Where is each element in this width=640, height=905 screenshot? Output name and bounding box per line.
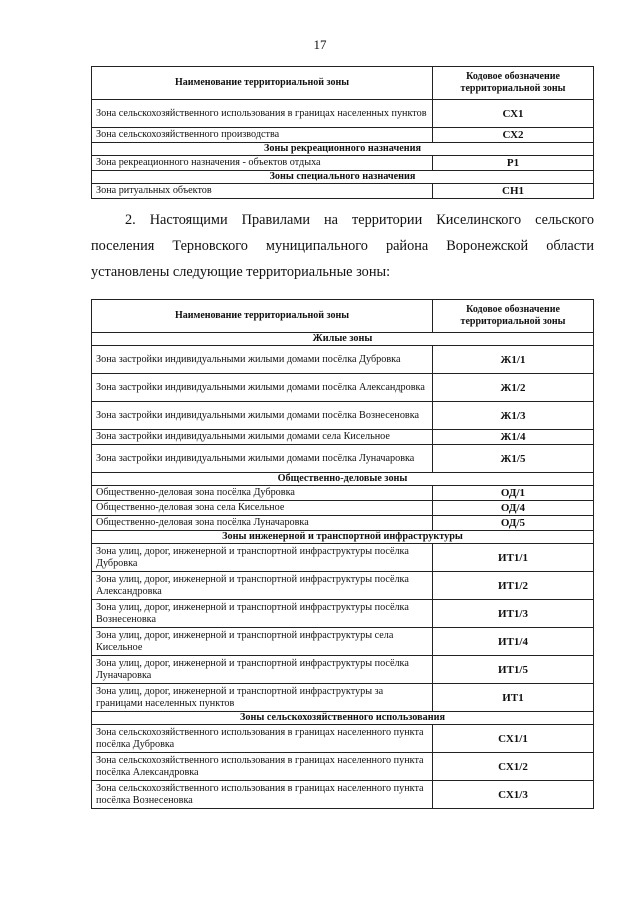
table-row [92,346,594,374]
zones-table-2 [91,299,594,809]
header-zone-code: Кодовое обозначение территориальной зоны [433,300,594,333]
zone-code-cell: Ж1/2 [433,374,594,402]
section-title: Зоны сельскохозяйственного использования [92,712,594,725]
zone-name-cell: Общественно-деловая зона села Кисельное [92,501,433,516]
table-row [92,184,594,199]
section-title: Зоны инженерной и транспортной инфраструктуры [92,531,594,544]
table-row [92,781,594,809]
zone-name-cell: Зона застройки индивидуальными жилыми домами посёлка Вознесеновка [92,402,433,430]
zone-name-cell: Зона застройки индивидуальными жилыми домами села Кисельное [92,430,433,445]
table-body [92,100,594,199]
table-row [92,656,594,684]
table-row [92,501,594,516]
header-zone-name: Наименование территориальной зоны [92,67,433,100]
zone-code-cell: Р1 [433,156,594,171]
section-title: Зоны рекреационного назначения [92,143,594,156]
paragraph [91,207,594,285]
zone-code-cell: СХ2 [433,128,594,143]
section-title: Общественно-деловые зоны [92,473,594,486]
table-row [92,725,594,753]
zone-code-cell: Ж1/5 [433,445,594,473]
section-title: Жилые зоны [92,333,594,346]
zone-name-cell: Зона застройки индивидуальными жилыми домами посёлка Луначаровка [92,445,433,473]
zone-name-cell: Зона застройки индивидуальными жилыми домами посёлка Александровка [92,374,433,402]
zone-name-cell: Зона улиц, дорог, инженерной и транспортной инфраструктуры за границами населенных пунктов [92,684,433,712]
zone-name-cell: Зона ритуальных объектов [92,184,433,199]
zone-name-cell: Зона улиц, дорог, инженерной и транспортной инфраструктуры посёлка Вознесеновка [92,600,433,628]
zone-name-cell: Зона сельскохозяйственного использования в границах населенного пункта посёлка Александровка [92,753,433,781]
zone-code-cell: ИТ1/3 [433,600,594,628]
zone-code-cell: ИТ1/5 [433,656,594,684]
section-row [92,712,594,725]
section-row [92,531,594,544]
table-row [92,684,594,712]
table-row [92,445,594,473]
table-row [92,572,594,600]
table-row [92,628,594,656]
zone-name-cell: Зона улиц, дорог, инженерной и транспортной инфраструктуры села Кисельное [92,628,433,656]
section-title: Зоны специального назначения [92,171,594,184]
table-row [92,753,594,781]
zone-code-cell: ОД/5 [433,516,594,531]
page-number: 17 [313,37,327,52]
zones-table-1 [91,66,594,199]
paragraph-line: установлены следующие территориальные зоны: [91,264,391,280]
zone-name-cell: Зона улиц, дорог, инженерной и транспортной инфраструктуры посёлка Луначаровка [92,656,433,684]
table-header-row [92,300,594,333]
zone-name-cell: Общественно-деловая зона посёлка Луначаровка [92,516,433,531]
header-zone-code: Кодовое обозначение территориальной зоны [433,67,594,100]
table-header-row [92,67,594,100]
zone-code-cell: ИТ1/2 [433,572,594,600]
table-row [92,486,594,501]
zone-name-cell: Зона сельскохозяйственного использования в границах населенного пункта посёлка Вознесеновка [92,781,433,809]
zone-code-cell: СХ1/3 [433,781,594,809]
paragraph-line: 2. Настоящими Правилами на территории Киселинского сельского [125,212,594,228]
section-row [92,333,594,346]
section-row [92,171,594,184]
table-row [92,516,594,531]
section-row [92,143,594,156]
table-row [92,600,594,628]
zone-name-cell: Общественно-деловая зона посёлка Дубровка [92,486,433,501]
table-row [92,402,594,430]
zone-name-cell: Зона сельскохозяйственного использования в границах населенных пунктов [92,100,433,128]
zone-code-cell: СХ1 [433,100,594,128]
zone-name-cell: Зона улиц, дорог, инженерной и транспортной инфраструктуры посёлка Дубровка [92,544,433,572]
table-body [92,333,594,809]
table-row [92,156,594,171]
table-row [92,100,594,128]
table-row [92,374,594,402]
zone-code-cell: Ж1/4 [433,430,594,445]
zone-name-cell: Зона улиц, дорог, инженерной и транспортной инфраструктуры посёлка Александровка [92,572,433,600]
zone-name-cell: Зона сельскохозяйственного использования в границах населенного пункта посёлка Дубровка [92,725,433,753]
section-row [92,473,594,486]
header-zone-name: Наименование территориальной зоны [92,300,433,333]
zone-code-cell: ИТ1/1 [433,544,594,572]
zone-code-cell: СХ1/2 [433,753,594,781]
zone-code-cell: СХ1/1 [433,725,594,753]
zone-name-cell: Зона сельскохозяйственного производства [92,128,433,143]
paragraph-line: поселения Терновского муниципального района Воронежской области [91,238,594,254]
zone-code-cell: ОД/4 [433,501,594,516]
table-row [92,544,594,572]
zone-code-cell: Ж1/1 [433,346,594,374]
zone-code-cell: ИТ1 [433,684,594,712]
zone-name-cell: Зона рекреационного назначения - объектов отдыха [92,156,433,171]
zone-name-cell: Зона застройки индивидуальными жилыми домами посёлка Дубровка [92,346,433,374]
zone-code-cell: ОД/1 [433,486,594,501]
table-row [92,128,594,143]
zone-code-cell: СН1 [433,184,594,199]
zone-code-cell: Ж1/3 [433,402,594,430]
zone-code-cell: ИТ1/4 [433,628,594,656]
table-row [92,430,594,445]
